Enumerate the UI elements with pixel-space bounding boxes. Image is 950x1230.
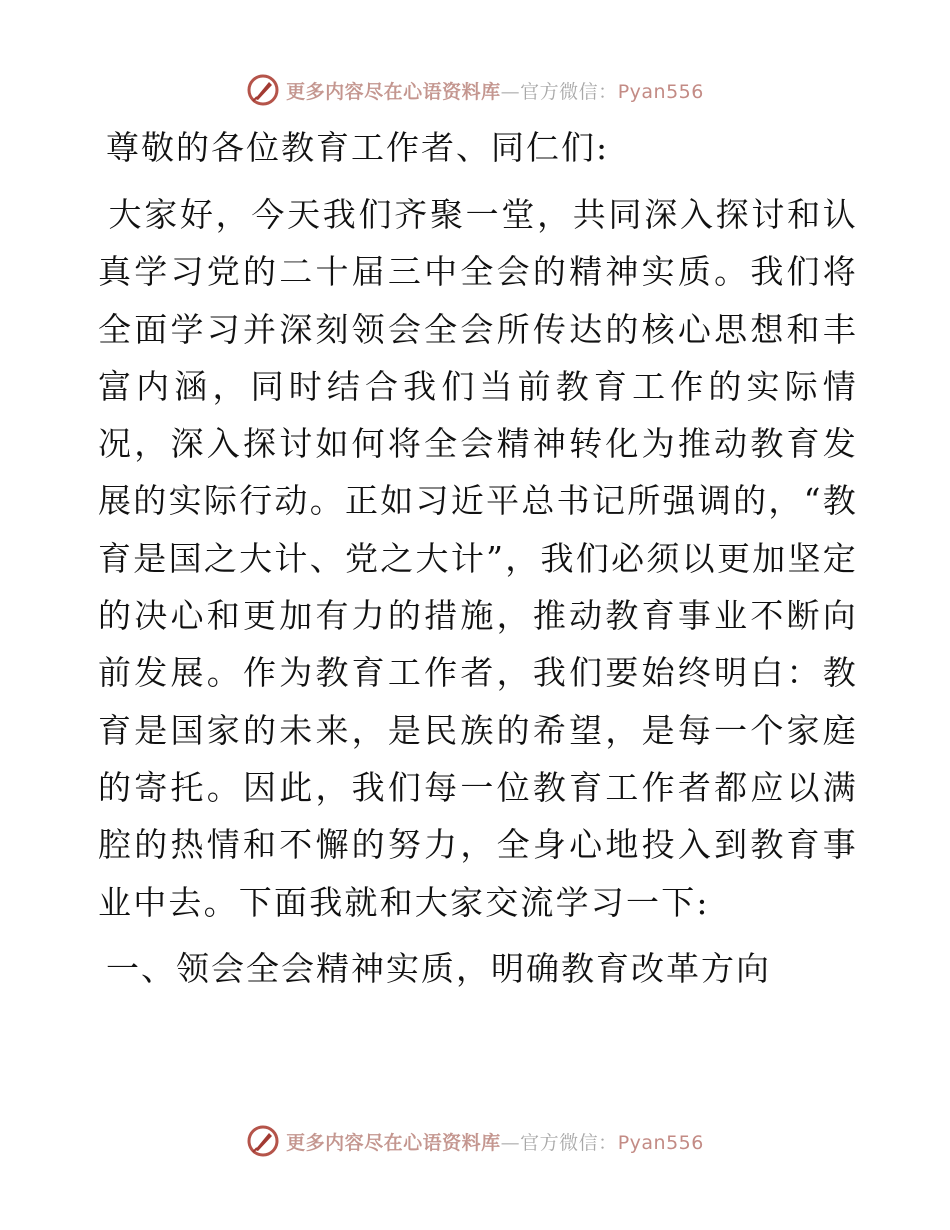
watermark-wechat-id: Pyan556	[617, 80, 704, 103]
header-watermark	[0, 70, 950, 110]
document-body	[98, 120, 858, 997]
watermark-wechat-label: 官方微信：	[520, 1131, 618, 1154]
watermark-main-text: 更多内容尽在心语资料库	[286, 80, 501, 103]
watermark-wechat-label: 官方微信：	[520, 80, 618, 103]
quill-logo-icon	[246, 73, 280, 107]
watermark-main-text: 更多内容尽在心语资料库	[286, 1131, 501, 1154]
quill-logo-icon	[246, 1124, 280, 1158]
footer-watermark	[0, 1121, 950, 1161]
section-heading: 一、领会全会精神实质，明确教育改革方向	[106, 948, 771, 988]
watermark-dash: —	[500, 1131, 521, 1154]
salutation: 尊敬的各位教育工作者、同仁们:	[106, 128, 610, 167]
watermark-wechat-id: Pyan556	[617, 1131, 704, 1154]
body-paragraph	[98, 186, 858, 931]
body-paragraph-text: 大家好，今天我们齐聚一堂，共同深入探讨和认真学习党的二十届三中全会的精神实质。我们将全面学习并深刻领会全会所传达的核心思想和丰富内涵，同时结合我们当前教育工作的实际情况，深入探讨如何将全会精神转化为推动教育发展的实际行动。正如习近平总书记所强调的，“教育是国之大计、党之大计”，我们必须以更加坚定的决心和更加有力的措施，推动教育事业不断向前发展。作为教育工作者，我们要始终明白：教育是国家的未来，是民族的希望，是每一个家庭的寄托。因此，我们每一位教育工作者都应以满腔的热情和不懈的努力，全身心地投入到教育事业中去。下面我就和大家交流学习一下:	[98, 195, 858, 922]
watermark-dash: —	[500, 80, 521, 103]
